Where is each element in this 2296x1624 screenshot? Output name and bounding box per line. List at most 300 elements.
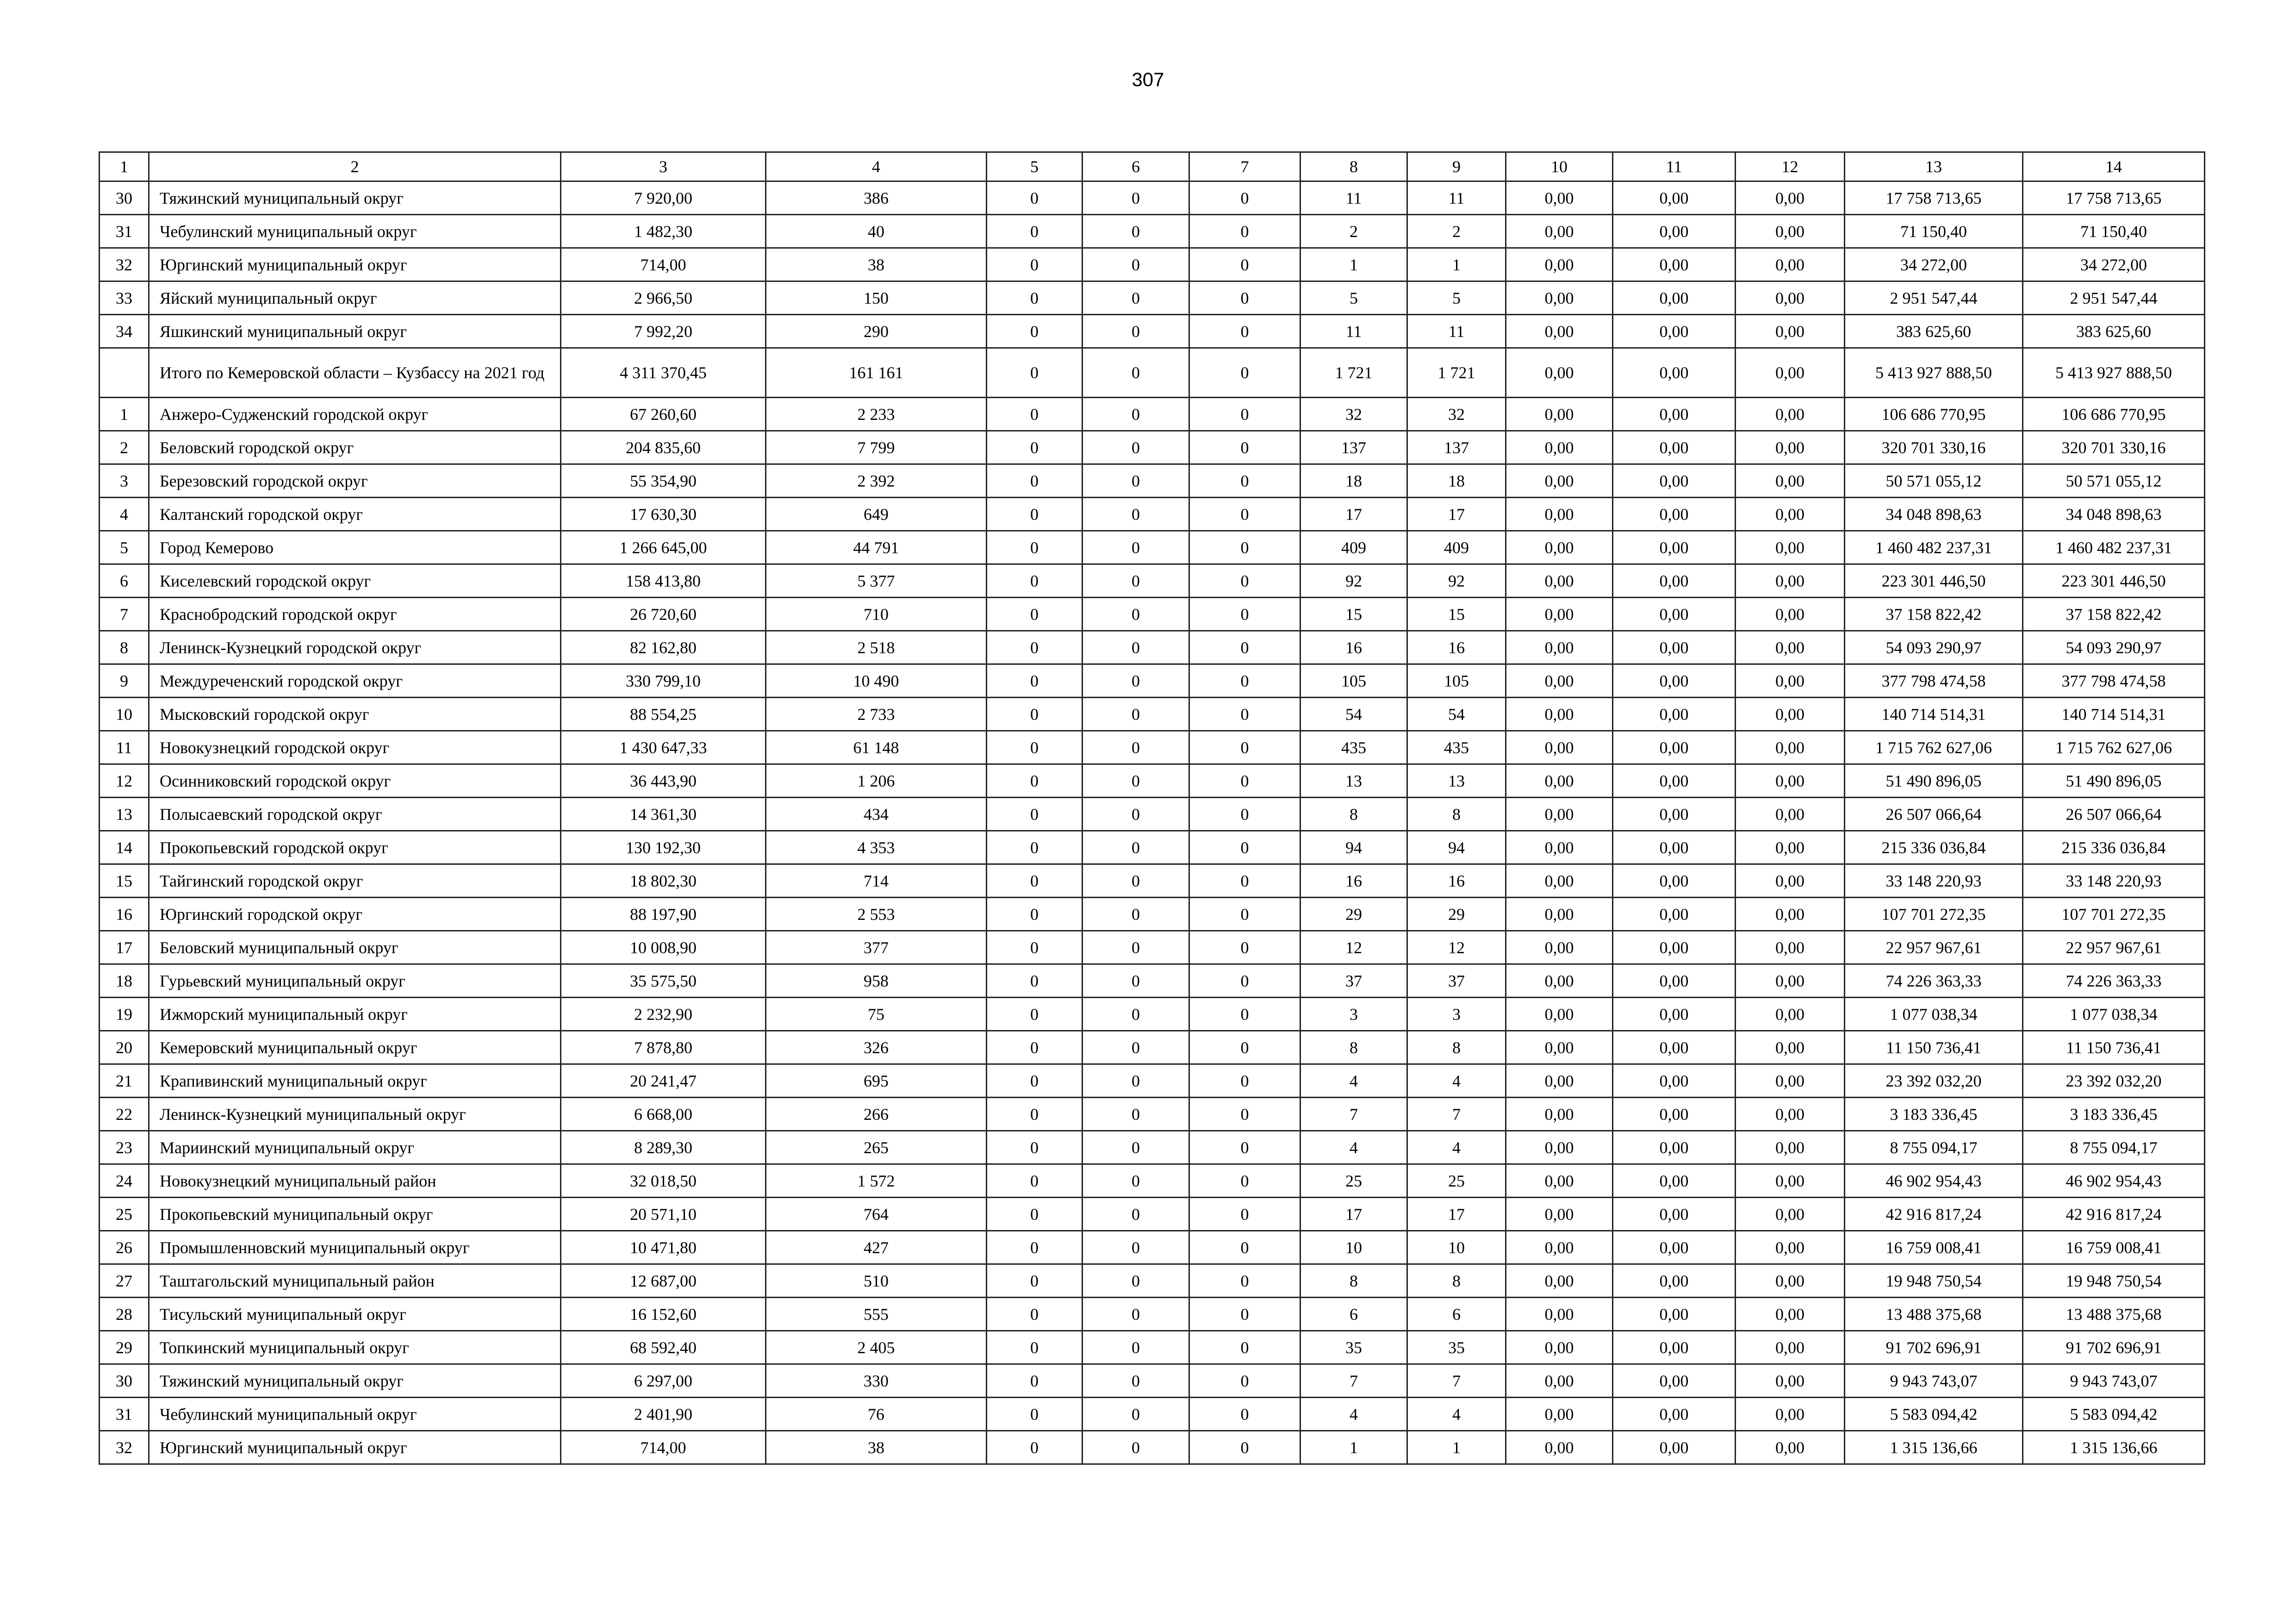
- value-cell: 3 183 336,45: [1845, 1098, 2023, 1131]
- value-cell: 0: [1083, 864, 1189, 898]
- value-cell: 0,00: [1736, 1064, 1845, 1098]
- value-cell: 158 413,80: [561, 564, 766, 598]
- value-cell: 14 361,30: [561, 798, 766, 831]
- table-row: [100, 248, 2205, 281]
- value-cell: 0: [1083, 664, 1189, 698]
- value-cell: 0,00: [1613, 598, 1736, 631]
- value-cell: 7: [1300, 1098, 1407, 1131]
- value-cell: 6 668,00: [561, 1098, 766, 1131]
- value-cell: 8 755 094,17: [1845, 1131, 2023, 1164]
- value-cell: 1 721: [1407, 348, 1506, 398]
- value-cell: 1 715 762 627,06: [1845, 731, 2023, 764]
- table-row: [100, 464, 2205, 498]
- municipality-name-cell: Междуреченский городской округ: [149, 664, 561, 698]
- value-cell: 4: [1300, 1398, 1407, 1431]
- value-cell: 88 197,90: [561, 898, 766, 931]
- value-cell: 0: [1189, 1164, 1300, 1198]
- value-cell: 4: [1407, 1064, 1506, 1098]
- value-cell: 51 490 896,05: [1845, 764, 2023, 798]
- value-cell: 26 720,60: [561, 598, 766, 631]
- value-cell: 0,00: [1736, 864, 1845, 898]
- municipality-name-cell: Кемеровский муниципальный округ: [149, 1031, 561, 1064]
- value-cell: 0: [987, 248, 1083, 281]
- value-cell: 0: [987, 215, 1083, 248]
- value-cell: 435: [1407, 731, 1506, 764]
- value-cell: 42 916 817,24: [1845, 1198, 2023, 1231]
- row-number-cell: 31: [100, 1398, 149, 1431]
- column-header: 14: [2023, 152, 2205, 181]
- value-cell: 0: [1083, 1031, 1189, 1064]
- value-cell: 22 957 967,61: [1845, 931, 2023, 964]
- table-row: [100, 1431, 2205, 1464]
- municipality-name-cell: Чебулинский муниципальный округ: [149, 1398, 561, 1431]
- value-cell: 0: [1083, 698, 1189, 731]
- value-cell: 42 916 817,24: [2023, 1198, 2205, 1231]
- value-cell: 0: [1189, 398, 1300, 431]
- table-row: [100, 1298, 2205, 1331]
- value-cell: 0,00: [1613, 864, 1736, 898]
- value-cell: 10 008,90: [561, 931, 766, 964]
- column-header: 11: [1613, 152, 1736, 181]
- value-cell: 0: [987, 398, 1083, 431]
- value-cell: 2 518: [766, 631, 987, 664]
- value-cell: 1 715 762 627,06: [2023, 731, 2205, 764]
- value-cell: 137: [1407, 431, 1506, 464]
- municipality-name-cell: Анжеро-Судженский городской округ: [149, 398, 561, 431]
- row-number-cell: 5: [100, 531, 149, 564]
- value-cell: 0: [987, 831, 1083, 864]
- value-cell: 0,00: [1736, 464, 1845, 498]
- value-cell: 12: [1300, 931, 1407, 964]
- value-cell: 0: [987, 348, 1083, 398]
- value-cell: 32 018,50: [561, 1164, 766, 1198]
- municipality-name-cell: Мысковский городской округ: [149, 698, 561, 731]
- value-cell: 0: [1083, 1164, 1189, 1198]
- table-row: [100, 1131, 2205, 1164]
- value-cell: 16 152,60: [561, 1298, 766, 1331]
- municipality-name-cell: Березовский городской округ: [149, 464, 561, 498]
- value-cell: 50 571 055,12: [1845, 464, 2023, 498]
- value-cell: 19 948 750,54: [2023, 1264, 2205, 1298]
- value-cell: 0: [987, 281, 1083, 315]
- municipality-name-cell: Беловский муниципальный округ: [149, 931, 561, 964]
- column-header: 2: [149, 152, 561, 181]
- value-cell: 0,00: [1613, 531, 1736, 564]
- value-cell: 0: [1083, 1331, 1189, 1364]
- value-cell: 34 048 898,63: [1845, 498, 2023, 531]
- value-cell: 3 183 336,45: [2023, 1098, 2205, 1131]
- row-number-cell: [100, 348, 149, 398]
- municipality-name-cell: Тайгинский городской округ: [149, 864, 561, 898]
- value-cell: 0: [1083, 931, 1189, 964]
- value-cell: 17: [1300, 498, 1407, 531]
- table-row: [100, 764, 2205, 798]
- value-cell: 0,00: [1506, 998, 1613, 1031]
- value-cell: 0,00: [1736, 281, 1845, 315]
- row-number-cell: 31: [100, 215, 149, 248]
- value-cell: 33 148 220,93: [2023, 864, 2205, 898]
- value-cell: 0,00: [1736, 798, 1845, 831]
- value-cell: 0: [1083, 964, 1189, 998]
- value-cell: 5 583 094,42: [2023, 1398, 2205, 1431]
- value-cell: 1 206: [766, 764, 987, 798]
- value-cell: 386: [766, 181, 987, 215]
- value-cell: 10: [1300, 1231, 1407, 1264]
- value-cell: 0,00: [1506, 864, 1613, 898]
- value-cell: 0,00: [1613, 1031, 1736, 1064]
- value-cell: 0,00: [1736, 215, 1845, 248]
- value-cell: 11: [1407, 315, 1506, 348]
- value-cell: 37 158 822,42: [2023, 598, 2205, 631]
- value-cell: 16: [1300, 631, 1407, 664]
- value-cell: 1 430 647,33: [561, 731, 766, 764]
- municipality-name-cell: Беловский городской округ: [149, 431, 561, 464]
- value-cell: 18: [1300, 464, 1407, 498]
- row-number-cell: 21: [100, 1064, 149, 1098]
- value-cell: 409: [1300, 531, 1407, 564]
- value-cell: 88 554,25: [561, 698, 766, 731]
- value-cell: 0: [1189, 181, 1300, 215]
- row-number-cell: 28: [100, 1298, 149, 1331]
- value-cell: 13: [1407, 764, 1506, 798]
- value-cell: 15: [1300, 598, 1407, 631]
- value-cell: 29: [1300, 898, 1407, 931]
- value-cell: 1 315 136,66: [1845, 1431, 2023, 1464]
- value-cell: 0: [1189, 348, 1300, 398]
- value-cell: 0,00: [1613, 564, 1736, 598]
- value-cell: 8: [1407, 798, 1506, 831]
- value-cell: 1: [1300, 1431, 1407, 1464]
- value-cell: 0: [1083, 564, 1189, 598]
- value-cell: 0,00: [1613, 898, 1736, 931]
- value-cell: 0: [1083, 731, 1189, 764]
- value-cell: 0,00: [1506, 598, 1613, 631]
- value-cell: 0: [1083, 1098, 1189, 1131]
- value-cell: 0: [987, 764, 1083, 798]
- row-number-cell: 26: [100, 1231, 149, 1264]
- value-cell: 0,00: [1613, 281, 1736, 315]
- value-cell: 0: [987, 898, 1083, 931]
- value-cell: 12: [1407, 931, 1506, 964]
- value-cell: 0: [987, 431, 1083, 464]
- value-cell: 105: [1407, 664, 1506, 698]
- column-header: 5: [987, 152, 1083, 181]
- value-cell: 1 077 038,34: [1845, 998, 2023, 1031]
- value-cell: 0,00: [1613, 964, 1736, 998]
- value-cell: 0,00: [1613, 1231, 1736, 1264]
- value-cell: 38: [766, 1431, 987, 1464]
- value-cell: 0,00: [1506, 1198, 1613, 1231]
- value-cell: 714,00: [561, 248, 766, 281]
- row-number-cell: 18: [100, 964, 149, 998]
- value-cell: 0,00: [1613, 1198, 1736, 1231]
- value-cell: 37: [1300, 964, 1407, 998]
- value-cell: 0,00: [1613, 1331, 1736, 1364]
- municipality-name-cell: Юргинский муниципальный округ: [149, 1431, 561, 1464]
- value-cell: 34 048 898,63: [2023, 498, 2205, 531]
- value-cell: 7: [1407, 1364, 1506, 1398]
- row-number-cell: 32: [100, 1431, 149, 1464]
- value-cell: 0,00: [1736, 564, 1845, 598]
- row-number-cell: 4: [100, 498, 149, 531]
- value-cell: 0,00: [1506, 831, 1613, 864]
- value-cell: 5: [1407, 281, 1506, 315]
- value-cell: 0: [987, 564, 1083, 598]
- value-cell: 0: [1189, 1131, 1300, 1164]
- value-cell: 71 150,40: [1845, 215, 2023, 248]
- value-cell: 2 733: [766, 698, 987, 731]
- value-cell: 2 966,50: [561, 281, 766, 315]
- value-cell: 46 902 954,43: [1845, 1164, 2023, 1198]
- row-number-cell: 15: [100, 864, 149, 898]
- value-cell: 161 161: [766, 348, 987, 398]
- value-cell: 2 233: [766, 398, 987, 431]
- value-cell: 7: [1300, 1364, 1407, 1398]
- value-cell: 105: [1300, 664, 1407, 698]
- table-row: [100, 1098, 2205, 1131]
- municipality-name-cell: Яшкинский муниципальный округ: [149, 315, 561, 348]
- municipality-name-cell: Чебулинский муниципальный округ: [149, 215, 561, 248]
- value-cell: 0,00: [1613, 464, 1736, 498]
- value-cell: 1 315 136,66: [2023, 1431, 2205, 1464]
- column-header: 12: [1736, 152, 1845, 181]
- value-cell: 0,00: [1736, 664, 1845, 698]
- value-cell: 0: [1083, 1398, 1189, 1431]
- value-cell: 1 077 038,34: [2023, 998, 2205, 1031]
- value-cell: 0,00: [1506, 931, 1613, 964]
- value-cell: 0: [1083, 1431, 1189, 1464]
- table-row: [100, 181, 2205, 215]
- value-cell: 0,00: [1506, 1331, 1613, 1364]
- row-number-cell: 27: [100, 1264, 149, 1298]
- municipality-name-cell: Краснобродский городской округ: [149, 598, 561, 631]
- value-cell: 37: [1407, 964, 1506, 998]
- municipality-name-cell: Прокопьевский муниципальный округ: [149, 1198, 561, 1231]
- value-cell: 0,00: [1613, 998, 1736, 1031]
- value-cell: 4: [1300, 1064, 1407, 1098]
- value-cell: 0,00: [1736, 1264, 1845, 1298]
- municipality-name-cell: Юргинский городской округ: [149, 898, 561, 931]
- value-cell: 2 405: [766, 1331, 987, 1364]
- municipality-name-cell: Ленинск-Кузнецкий муниципальный округ: [149, 1098, 561, 1131]
- value-cell: 0,00: [1736, 248, 1845, 281]
- value-cell: 435: [1300, 731, 1407, 764]
- value-cell: 0,00: [1736, 831, 1845, 864]
- value-cell: 91 702 696,91: [1845, 1331, 2023, 1364]
- value-cell: 17 758 713,65: [2023, 181, 2205, 215]
- value-cell: 0,00: [1506, 1131, 1613, 1164]
- value-cell: 2 951 547,44: [2023, 281, 2205, 315]
- value-cell: 0,00: [1506, 964, 1613, 998]
- value-cell: 0: [1083, 1131, 1189, 1164]
- value-cell: 0,00: [1613, 1398, 1736, 1431]
- value-cell: 5 377: [766, 564, 987, 598]
- value-cell: 0,00: [1506, 798, 1613, 831]
- value-cell: 764: [766, 1198, 987, 1231]
- value-cell: 0: [1083, 831, 1189, 864]
- value-cell: 0,00: [1506, 498, 1613, 531]
- value-cell: 0,00: [1736, 348, 1845, 398]
- value-cell: 0: [1189, 798, 1300, 831]
- table-row: [100, 798, 2205, 831]
- value-cell: 0: [1083, 1364, 1189, 1398]
- value-cell: 4 311 370,45: [561, 348, 766, 398]
- value-cell: 0,00: [1613, 931, 1736, 964]
- value-cell: 0: [1189, 764, 1300, 798]
- value-cell: 8: [1300, 798, 1407, 831]
- value-cell: 0: [987, 864, 1083, 898]
- value-cell: 0: [987, 931, 1083, 964]
- value-cell: 0,00: [1736, 1364, 1845, 1398]
- value-cell: 0: [1189, 1364, 1300, 1398]
- value-cell: 9 943 743,07: [2023, 1364, 2205, 1398]
- value-cell: 1: [1407, 248, 1506, 281]
- value-cell: 0,00: [1506, 1398, 1613, 1431]
- table-row: [100, 898, 2205, 931]
- table-row: [100, 831, 2205, 864]
- value-cell: 0: [1189, 531, 1300, 564]
- municipality-name-cell: Тяжинский муниципальный округ: [149, 181, 561, 215]
- value-cell: 958: [766, 964, 987, 998]
- table-row: [100, 1264, 2205, 1298]
- value-cell: 510: [766, 1264, 987, 1298]
- column-header: 13: [1845, 152, 2023, 181]
- value-cell: 35 575,50: [561, 964, 766, 998]
- value-cell: 32: [1407, 398, 1506, 431]
- value-cell: 5 413 927 888,50: [2023, 348, 2205, 398]
- table-row: [100, 964, 2205, 998]
- value-cell: 377 798 474,58: [2023, 664, 2205, 698]
- value-cell: 0,00: [1613, 731, 1736, 764]
- value-cell: 17: [1407, 498, 1506, 531]
- value-cell: 2 392: [766, 464, 987, 498]
- value-cell: 1 482,30: [561, 215, 766, 248]
- value-cell: 0: [1189, 464, 1300, 498]
- value-cell: 2 553: [766, 898, 987, 931]
- value-cell: 18 802,30: [561, 864, 766, 898]
- value-cell: 0,00: [1613, 1264, 1736, 1298]
- column-header: 8: [1300, 152, 1407, 181]
- value-cell: 11: [1300, 181, 1407, 215]
- value-cell: 0,00: [1736, 498, 1845, 531]
- value-cell: 16: [1407, 864, 1506, 898]
- municipality-name-cell: Тяжинский муниципальный округ: [149, 1364, 561, 1398]
- column-header: 3: [561, 152, 766, 181]
- row-number-cell: 12: [100, 764, 149, 798]
- value-cell: 0,00: [1506, 1064, 1613, 1098]
- value-cell: 0: [1189, 1298, 1300, 1331]
- value-cell: 0: [987, 531, 1083, 564]
- value-cell: 0,00: [1506, 564, 1613, 598]
- value-cell: 8: [1407, 1031, 1506, 1064]
- value-cell: 0,00: [1736, 315, 1845, 348]
- column-header: 9: [1407, 152, 1506, 181]
- table-row: [100, 1364, 2205, 1398]
- value-cell: 0,00: [1736, 598, 1845, 631]
- value-cell: 223 301 446,50: [2023, 564, 2205, 598]
- value-cell: 0,00: [1613, 315, 1736, 348]
- value-cell: 0: [987, 1064, 1083, 1098]
- table-row: [100, 698, 2205, 731]
- value-cell: 0: [1083, 281, 1189, 315]
- row-number-cell: 30: [100, 181, 149, 215]
- page-number: 307: [1132, 69, 1164, 90]
- value-cell: 0,00: [1613, 1431, 1736, 1464]
- value-cell: 4: [1407, 1398, 1506, 1431]
- value-cell: 8 755 094,17: [2023, 1131, 2205, 1164]
- municipality-name-cell: Тисульский муниципальный округ: [149, 1298, 561, 1331]
- value-cell: 0,00: [1736, 1398, 1845, 1431]
- value-cell: 0: [987, 964, 1083, 998]
- value-cell: 74 226 363,33: [2023, 964, 2205, 998]
- table-row: [100, 998, 2205, 1031]
- value-cell: 320 701 330,16: [1845, 431, 2023, 464]
- value-cell: 0,00: [1613, 831, 1736, 864]
- table-row: [100, 864, 2205, 898]
- value-cell: 4 353: [766, 831, 987, 864]
- table-row: [100, 631, 2205, 664]
- value-cell: 0,00: [1613, 1164, 1736, 1198]
- value-cell: 0: [1083, 431, 1189, 464]
- value-cell: 0: [987, 1131, 1083, 1164]
- data-table: [99, 151, 2205, 1465]
- value-cell: 16 759 008,41: [1845, 1231, 2023, 1264]
- municipality-name-cell: Полысаевский городской округ: [149, 798, 561, 831]
- value-cell: 6: [1407, 1298, 1506, 1331]
- value-cell: 16: [1300, 864, 1407, 898]
- value-cell: 26 507 066,64: [1845, 798, 2023, 831]
- value-cell: 0,00: [1506, 1031, 1613, 1064]
- value-cell: 0: [1189, 898, 1300, 931]
- value-cell: 5 583 094,42: [1845, 1398, 2023, 1431]
- value-cell: 555: [766, 1298, 987, 1331]
- value-cell: 0,00: [1506, 764, 1613, 798]
- municipality-name-cell: Промышленновский муниципальный округ: [149, 1231, 561, 1264]
- row-number-cell: 14: [100, 831, 149, 864]
- value-cell: 0: [1189, 731, 1300, 764]
- value-cell: 54: [1407, 698, 1506, 731]
- value-cell: 107 701 272,35: [1845, 898, 2023, 931]
- row-number-cell: 24: [100, 1164, 149, 1198]
- value-cell: 0: [1189, 1398, 1300, 1431]
- value-cell: 0: [987, 798, 1083, 831]
- value-cell: 0,00: [1506, 1264, 1613, 1298]
- value-cell: 0: [987, 631, 1083, 664]
- value-cell: 0: [1083, 498, 1189, 531]
- value-cell: 4: [1407, 1131, 1506, 1164]
- value-cell: 54 093 290,97: [2023, 631, 2205, 664]
- value-cell: 0: [987, 1231, 1083, 1264]
- value-cell: 2: [1300, 215, 1407, 248]
- value-cell: 0,00: [1506, 1231, 1613, 1264]
- value-cell: 82 162,80: [561, 631, 766, 664]
- value-cell: 15: [1407, 598, 1506, 631]
- value-cell: 326: [766, 1031, 987, 1064]
- value-cell: 0: [987, 1264, 1083, 1298]
- row-number-cell: 3: [100, 464, 149, 498]
- value-cell: 0: [1083, 998, 1189, 1031]
- value-cell: 0: [987, 1298, 1083, 1331]
- value-cell: 0: [1083, 1298, 1189, 1331]
- value-cell: 0: [1189, 1264, 1300, 1298]
- table-row: [100, 1231, 2205, 1264]
- column-header: 7: [1189, 152, 1300, 181]
- value-cell: 10 490: [766, 664, 987, 698]
- value-cell: 0,00: [1613, 1098, 1736, 1131]
- value-cell: 0: [1083, 598, 1189, 631]
- value-cell: 107 701 272,35: [2023, 898, 2205, 931]
- value-cell: 36 443,90: [561, 764, 766, 798]
